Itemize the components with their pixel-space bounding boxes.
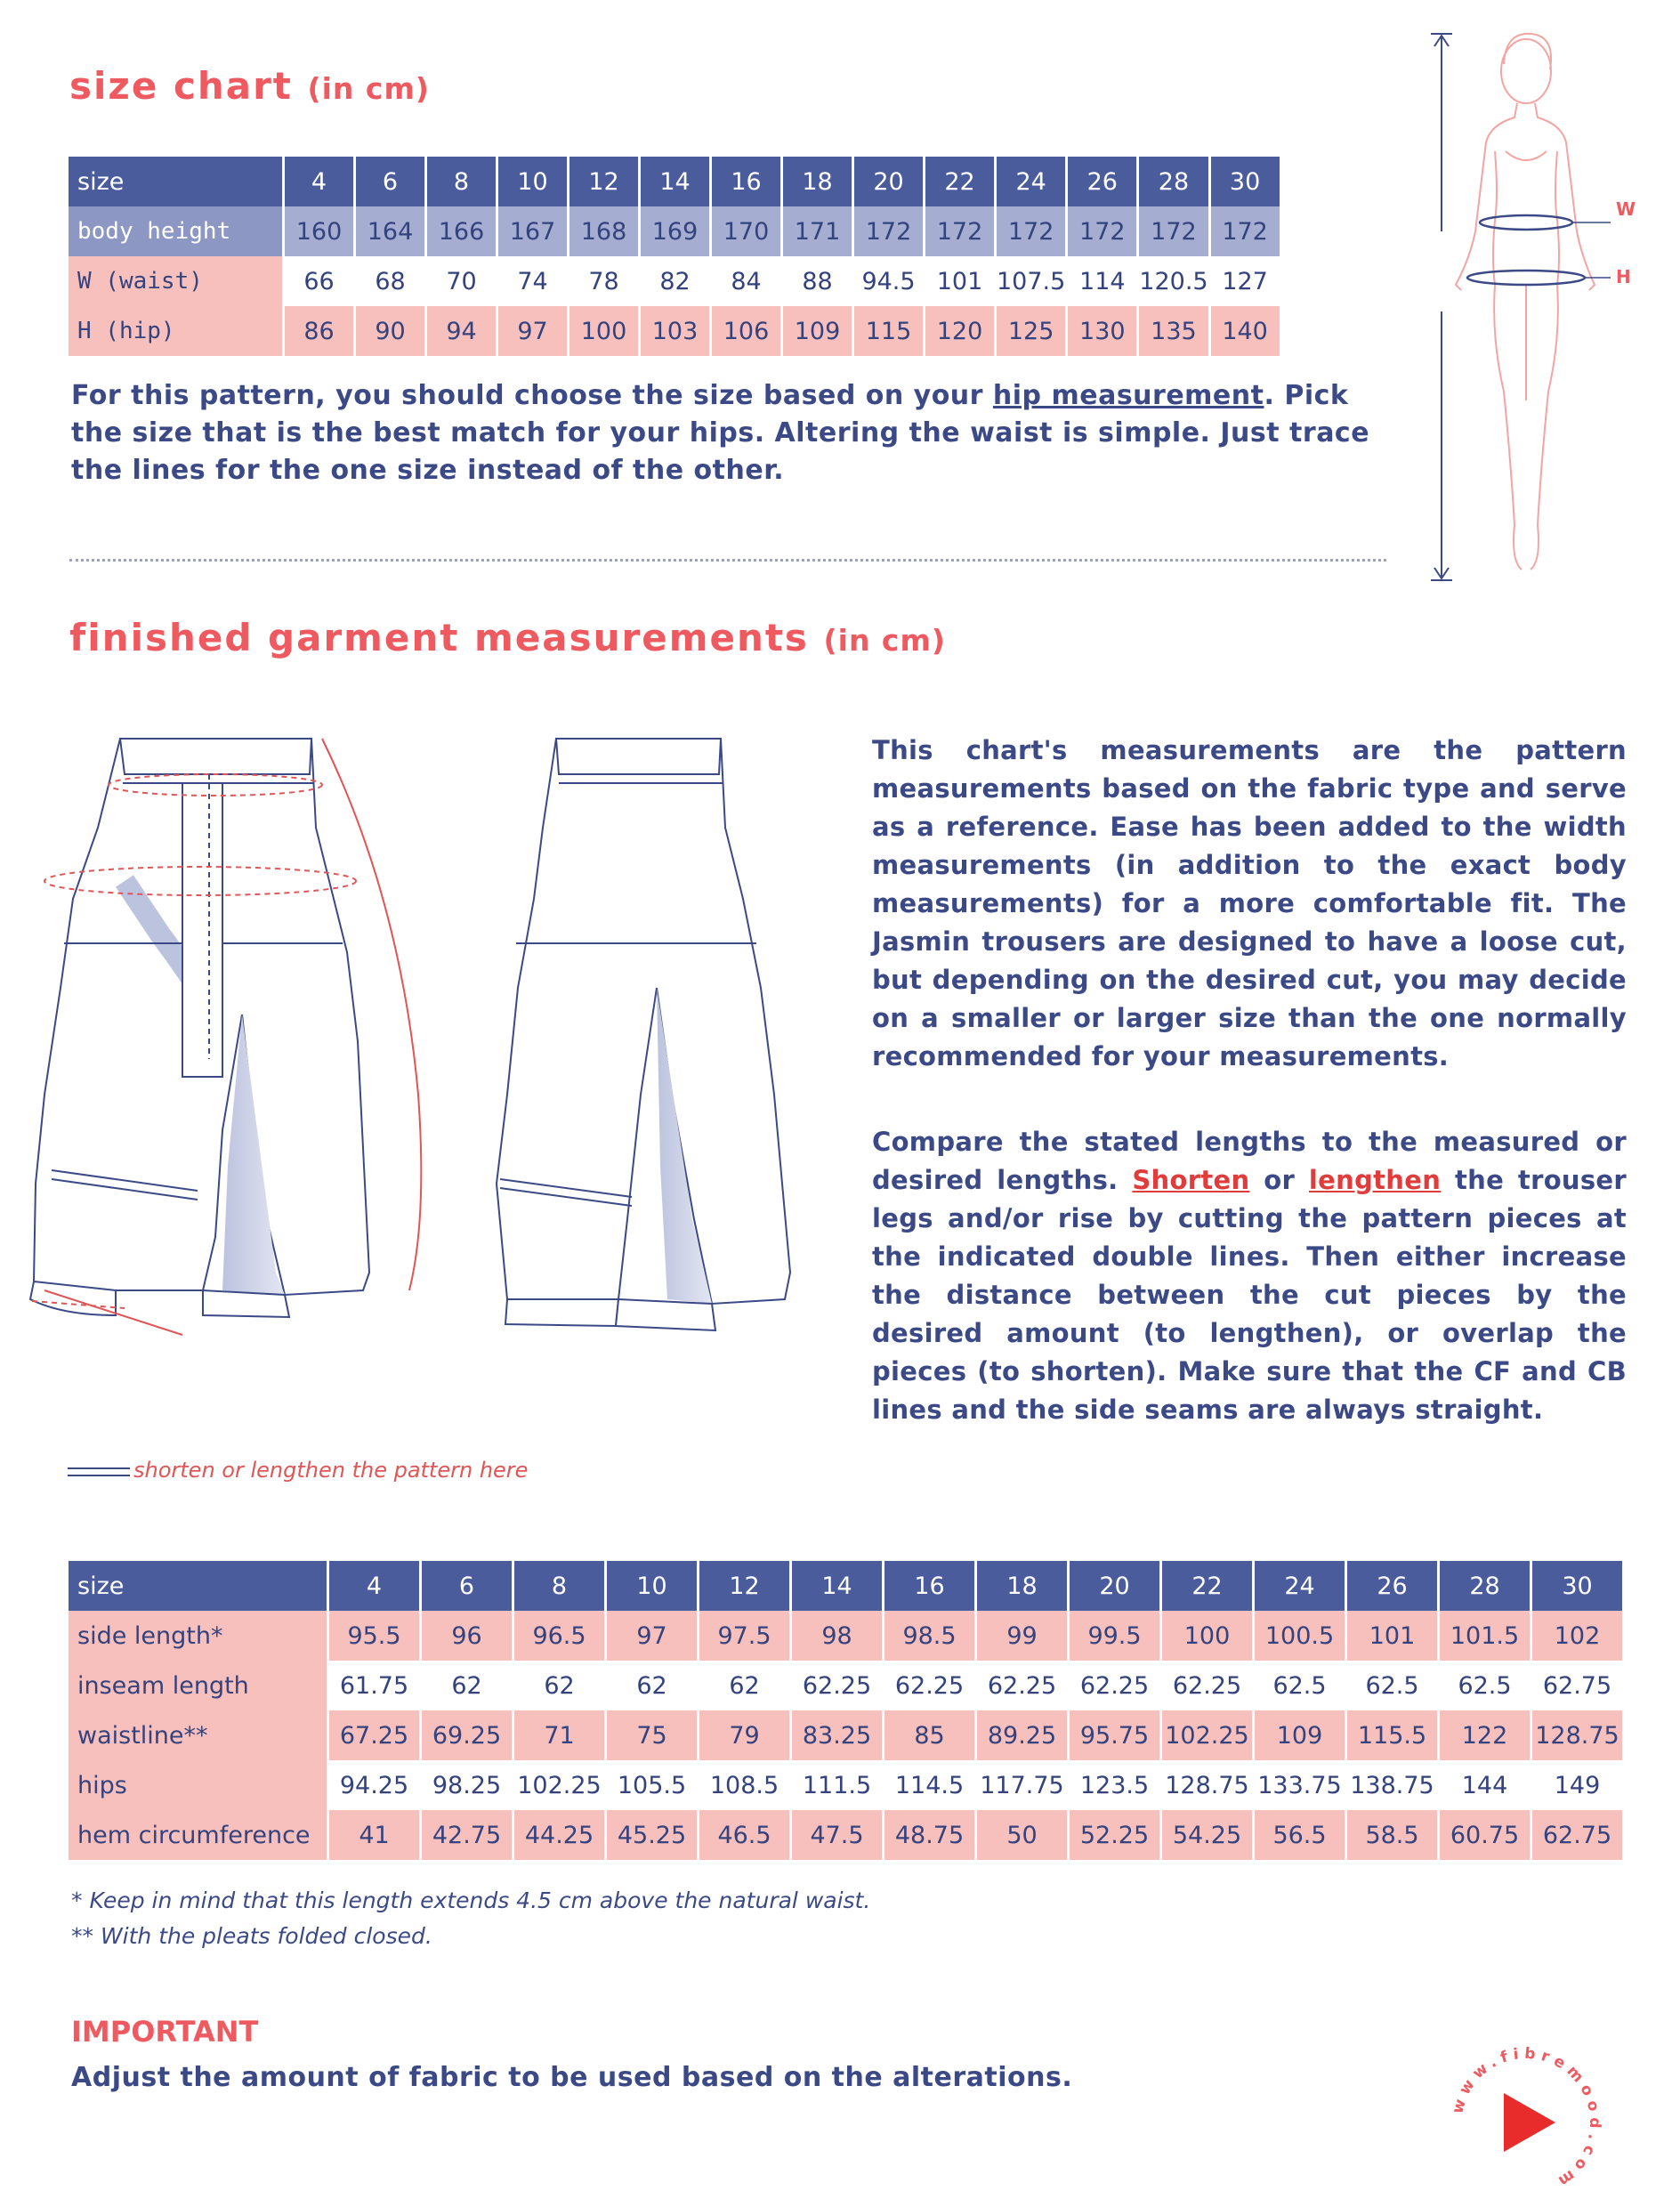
size-chart-cell: 66: [285, 256, 353, 306]
height-arrow-icon: [1431, 34, 1452, 580]
measurements-cell: 109: [1255, 1710, 1345, 1760]
measurements-cell: 58.5: [1347, 1810, 1437, 1860]
measurements-row-label: hips: [69, 1760, 327, 1810]
size-chart-cell: 86: [285, 306, 353, 356]
measurements-cell: 79: [699, 1710, 789, 1760]
size-chart-cell: 120: [925, 306, 994, 356]
para2-text-end: the trouser legs and/or rise by cutting the pattern pieces at the indicated double lines. Then either increase the distance between the cut pieces by the desired amount (to lengthen), or overlap the pieces (to shorten). Make sure that the CF and CB lines and the side seams are always straight.: [872, 1165, 1628, 1425]
size-chart-row: [69, 306, 1280, 356]
size-chart-heading: [69, 64, 430, 108]
measurements-header-size: 24: [1255, 1561, 1345, 1611]
size-chart-cell: 106: [712, 306, 780, 356]
size-chart-cell: 135: [1139, 306, 1208, 356]
size-chart-cell: 172: [854, 206, 923, 256]
measurements-cell: 96: [422, 1611, 512, 1661]
measurements-cell: 62.25: [977, 1661, 1067, 1710]
measurements-header-size: 4: [329, 1561, 419, 1611]
size-chart-cell: 90: [356, 306, 424, 356]
measurements-cell: 45.25: [607, 1810, 697, 1860]
measurements-cell: 101.5: [1440, 1611, 1530, 1661]
size-chart-header-size: 30: [1211, 157, 1280, 206]
trouser-front-icon: [30, 739, 369, 1317]
measurements-cell: 89.25: [977, 1710, 1067, 1760]
intro-text-end: . Pick the size that is the best match for your hips. Altering the waist is simple. Just trace the lines for the one size instead of the other.: [71, 380, 1370, 486]
measurements-row: [69, 1611, 1622, 1661]
measurements-cell: 117.75: [977, 1760, 1067, 1810]
size-chart-cell: 88: [783, 256, 852, 306]
size-chart-header-size-label: size: [69, 157, 282, 206]
size-chart-cell: 101: [925, 256, 994, 306]
measurements-row: [69, 1661, 1622, 1710]
measurements-cell: 102: [1532, 1611, 1622, 1661]
waist-line-icon: [1480, 215, 1572, 230]
important-title: IMPORTANT: [71, 2015, 259, 2049]
size-chart-cell: 109: [783, 306, 852, 356]
measurements-cell: 56.5: [1255, 1810, 1345, 1860]
measurements-cell: 123.5: [1070, 1760, 1159, 1810]
size-chart-cell: 172: [925, 206, 994, 256]
measurements-header-size: 14: [792, 1561, 882, 1611]
size-chart-cell: 94: [427, 306, 496, 356]
size-chart-cell: 107.5: [997, 256, 1065, 306]
measurements-cell: 100.5: [1255, 1611, 1345, 1661]
measurements-cell: 62: [607, 1661, 697, 1710]
size-chart-cell: 130: [1068, 306, 1136, 356]
measurements-cell: 95.5: [329, 1611, 419, 1661]
measurements-row-label: side length*: [69, 1611, 327, 1661]
size-chart-unit: (in cm): [307, 71, 430, 106]
measurements-row: [69, 1760, 1622, 1810]
garment-heading: [69, 616, 946, 659]
measurements-header-size-label: size: [69, 1561, 327, 1611]
measurements-row: [69, 1710, 1622, 1760]
measurements-cell: 98.5: [884, 1611, 974, 1661]
size-chart-row-label: body height: [69, 206, 282, 256]
measurements-cell: 83.25: [792, 1710, 882, 1760]
size-chart-header-size: 4: [285, 157, 353, 206]
measurements-cell: 114.5: [884, 1760, 974, 1810]
size-chart-header-size: 16: [712, 157, 780, 206]
size-chart-cell: 100: [569, 306, 638, 356]
size-chart-cell: 140: [1211, 306, 1280, 356]
size-chart-cell: 169: [641, 206, 709, 256]
size-chart-title: size chart: [69, 64, 293, 108]
size-chart-cell: 97: [498, 306, 567, 356]
measurements-cell: 52.25: [1070, 1810, 1159, 1860]
measurements-header-size: 22: [1162, 1561, 1252, 1611]
measurements-cell: 62.75: [1532, 1661, 1622, 1710]
measurements-cell: 71: [514, 1710, 604, 1760]
measurements-cell: 122: [1440, 1710, 1530, 1760]
measurements-row-label: waistline**: [69, 1710, 327, 1760]
size-chart-cell: 103: [641, 306, 709, 356]
size-chart-cell: 125: [997, 306, 1065, 356]
measurements-cell: 111.5: [792, 1760, 882, 1810]
measurements-cell: 108.5: [699, 1760, 789, 1810]
shorten-link[interactable]: Shorten: [1132, 1165, 1250, 1195]
measurements-row-label: inseam length: [69, 1661, 327, 1710]
measurements-cell: 69.25: [422, 1710, 512, 1760]
measurements-cell: 62.5: [1255, 1661, 1345, 1710]
measurements-cell: 100: [1162, 1611, 1252, 1661]
garment-measurements-table: [66, 1561, 1625, 1860]
important-text: Adjust the amount of fabric to be used based on the alterations.: [71, 2062, 1073, 2093]
measurements-cell: 99.5: [1070, 1611, 1159, 1661]
measurements-cell: 115.5: [1347, 1710, 1437, 1760]
size-chart-cell: 160: [285, 206, 353, 256]
measurements-row-label: hem circumference: [69, 1810, 327, 1860]
size-chart-header-size: 28: [1139, 157, 1208, 206]
measurements-cell: 128.75: [1162, 1760, 1252, 1810]
measurements-cell: 98: [792, 1611, 882, 1661]
measurements-header-size: 20: [1070, 1561, 1159, 1611]
measurements-header-size: 28: [1440, 1561, 1530, 1611]
size-chart-cell: 166: [427, 206, 496, 256]
size-chart-cell: 114: [1068, 256, 1136, 306]
measurements-cell: 54.25: [1162, 1810, 1252, 1860]
measurements-cell: 102.25: [514, 1760, 604, 1810]
measurements-header-size: 8: [514, 1561, 604, 1611]
section-divider: [69, 559, 1386, 562]
garment-paragraph-2: [872, 1123, 1627, 1429]
measurements-cell: 128.75: [1532, 1710, 1622, 1760]
measurements-cell: 149: [1532, 1760, 1622, 1810]
size-chart-cell: 172: [997, 206, 1065, 256]
measurements-cell: 133.75: [1255, 1760, 1345, 1810]
size-chart-cell: 164: [356, 206, 424, 256]
measurements-cell: 98.25: [422, 1760, 512, 1810]
measurements-cell: 47.5: [792, 1810, 882, 1860]
logo-text: www.fibremood.com: [1449, 2044, 1604, 2193]
size-chart-cell: 170: [712, 206, 780, 256]
size-chart-row: [69, 256, 1280, 306]
figure-outline-icon: [1456, 34, 1595, 570]
measurements-header-size: 10: [607, 1561, 697, 1611]
size-chart-header-size: 6: [356, 157, 424, 206]
measurements-cell: 62.25: [1070, 1661, 1159, 1710]
measurements-row: [69, 1810, 1622, 1860]
measurements-cell: 62.5: [1347, 1661, 1437, 1710]
measurements-cell: 50: [977, 1810, 1067, 1860]
size-chart-cell: 167: [498, 206, 567, 256]
measurements-header-size: 26: [1347, 1561, 1437, 1611]
trouser-illustrations: [9, 721, 828, 1344]
size-chart-cell: 127: [1211, 256, 1280, 306]
measurements-cell: 96.5: [514, 1611, 604, 1661]
garment-unit: (in cm): [823, 623, 946, 658]
measurements-cell: 62: [422, 1661, 512, 1710]
size-chart-cell: 171: [783, 206, 852, 256]
double-line-legend-icon: [68, 1467, 130, 1476]
size-chart-header-size: 26: [1068, 157, 1136, 206]
measurements-cell: 44.25: [514, 1810, 604, 1860]
measurements-cell: 62.25: [884, 1661, 974, 1710]
measurements-cell: 95.75: [1070, 1710, 1159, 1760]
fibremood-logo[interactable]: [1442, 2038, 1611, 2207]
size-chart-cell: 172: [1211, 206, 1280, 256]
trouser-back-icon: [497, 739, 790, 1330]
measurements-cell: 75: [607, 1710, 697, 1760]
measurements-cell: 102.25: [1162, 1710, 1252, 1760]
size-chart-header-size: 12: [569, 157, 638, 206]
hip-line-icon: [1467, 271, 1585, 285]
size-chart-table: [66, 157, 1282, 356]
measurements-cell: 62: [699, 1661, 789, 1710]
measurements-cell: 46.5: [699, 1810, 789, 1860]
measurements-cell: 97: [607, 1611, 697, 1661]
measurements-cell: 41: [329, 1810, 419, 1860]
footnote-2: ** With the pleats folded closed.: [71, 1923, 432, 1949]
measurements-header-size: 18: [977, 1561, 1067, 1611]
measurements-cell: 94.25: [329, 1760, 419, 1810]
measurements-cell: 61.75: [329, 1661, 419, 1710]
size-chart-header-size: 10: [498, 157, 567, 206]
lengthen-link[interactable]: lengthen: [1308, 1165, 1442, 1195]
garment-paragraph-1: This chart's measurements are the pattern measurements based on the fabric type and serve as a reference. Ease has been added to the width measurements (in addition to the exact body measurements) for a more comfortable fit. The Jasmin trousers are designed to have a loose cut, but depending on the desired cut, you may decide on a smaller or larger size than the one normally recommended for your measurements.: [872, 735, 1627, 1071]
size-chart-header-size: 24: [997, 157, 1065, 206]
measurements-header-size: 30: [1532, 1561, 1622, 1611]
measurements-cell: 62.5: [1440, 1661, 1530, 1710]
size-chart-cell: 84: [712, 256, 780, 306]
footnote-1: * Keep in mind that this length extends 4.5 cm above the natural waist.: [71, 1888, 871, 1913]
size-chart-cell: 172: [1139, 206, 1208, 256]
size-chart-row-label: H (hip): [69, 306, 282, 356]
hip-label: H: [1616, 266, 1631, 287]
measurements-header-size: 6: [422, 1561, 512, 1611]
size-chart-cell: 120.5: [1139, 256, 1208, 306]
intro-text-start: For this pattern, you should choose the size based on your: [71, 380, 993, 411]
measurements-cell: 97.5: [699, 1611, 789, 1661]
size-intro-text: [71, 377, 1406, 489]
body-figure: [1406, 18, 1637, 596]
measurements-cell: 62.25: [1162, 1661, 1252, 1710]
measurements-cell: 62: [514, 1661, 604, 1710]
size-chart-cell: 94.5: [854, 256, 923, 306]
size-chart-header-size: 20: [854, 157, 923, 206]
measurements-cell: 67.25: [329, 1710, 419, 1760]
measurements-cell: 60.75: [1440, 1810, 1530, 1860]
size-chart-cell: 68: [356, 256, 424, 306]
size-chart-row-label: W (waist): [69, 256, 282, 306]
para2-text-start: Compare the stated lengths to the measured or desired lengths.: [872, 1127, 1627, 1195]
size-chart-header-size: 14: [641, 157, 709, 206]
measurements-cell: 144: [1440, 1760, 1530, 1810]
measurements-cell: 42.75: [422, 1810, 512, 1860]
size-chart-row: [69, 206, 1280, 256]
play-icon: [1504, 2093, 1555, 2152]
size-chart-cell: 70: [427, 256, 496, 306]
size-chart-header-size: 22: [925, 157, 994, 206]
measurements-header-size: 16: [884, 1561, 974, 1611]
size-chart-cell: 78: [569, 256, 638, 306]
measurements-cell: 105.5: [607, 1760, 697, 1810]
measurements-cell: 85: [884, 1710, 974, 1760]
hip-measurement-link[interactable]: hip measurement: [992, 380, 1264, 411]
size-chart-cell: 115: [854, 306, 923, 356]
legend-text: shorten or lengthen the pattern here: [133, 1458, 529, 1483]
size-chart-cell: 82: [641, 256, 709, 306]
size-chart-header-size: 18: [783, 157, 852, 206]
measurements-cell: 62.75: [1532, 1810, 1622, 1860]
size-chart-cell: 168: [569, 206, 638, 256]
measurements-header-size: 12: [699, 1561, 789, 1611]
para2-text-or: or: [1249, 1165, 1309, 1195]
measurements-cell: 62.25: [792, 1661, 882, 1710]
size-chart-cell: 74: [498, 256, 567, 306]
measurements-cell: 138.75: [1347, 1760, 1437, 1810]
waist-label: W: [1616, 198, 1636, 220]
measurements-cell: 48.75: [884, 1810, 974, 1860]
garment-title: finished garment measurements: [69, 616, 809, 659]
measurements-cell: 99: [977, 1611, 1067, 1661]
size-chart-header-size: 8: [427, 157, 496, 206]
measurements-cell: 101: [1347, 1611, 1437, 1661]
size-chart-cell: 172: [1068, 206, 1136, 256]
